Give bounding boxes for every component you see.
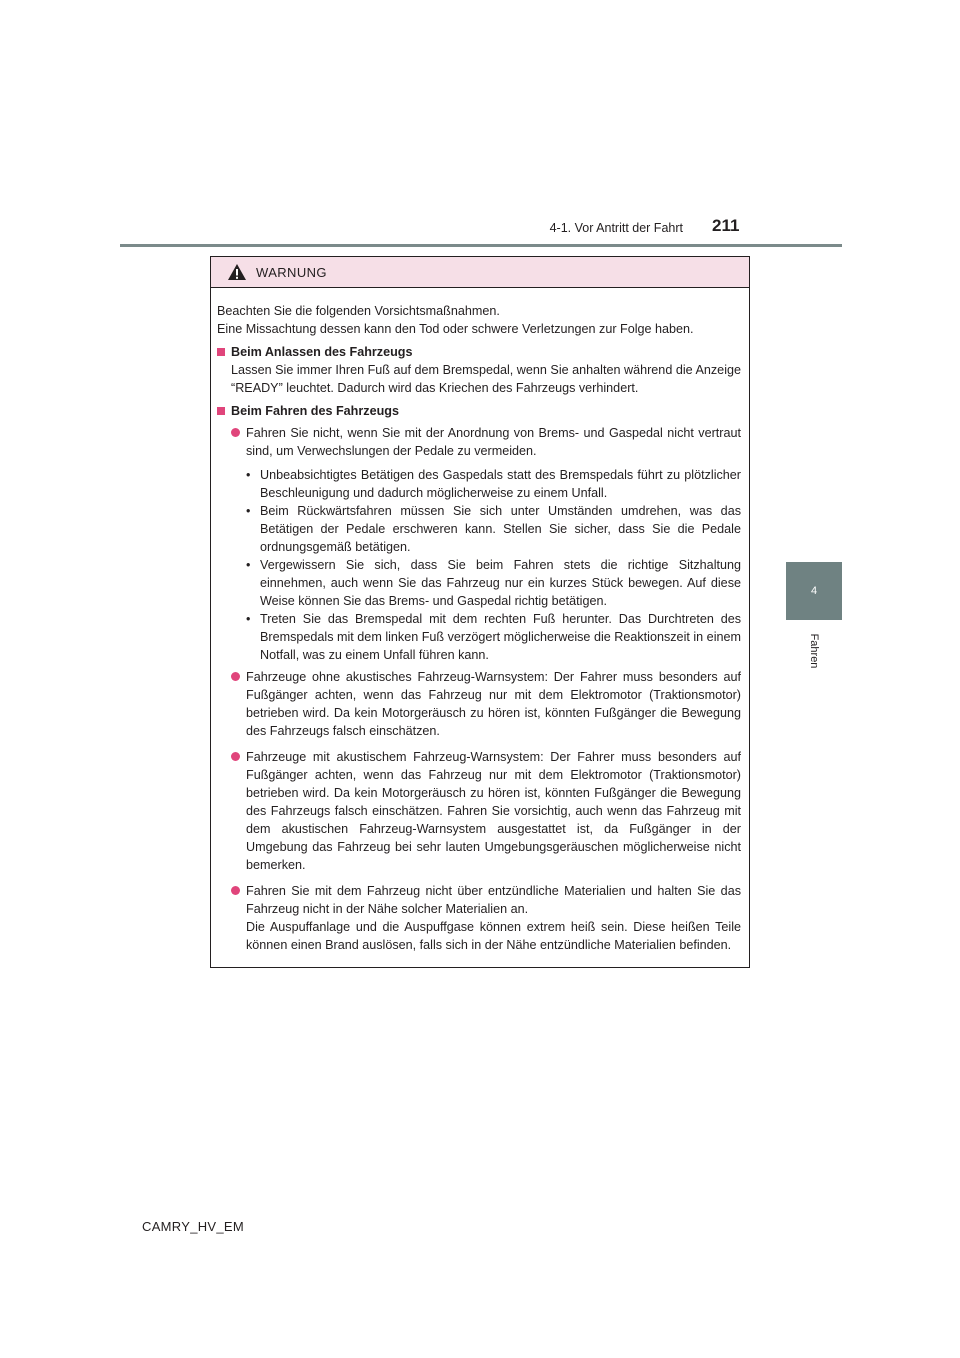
circle-bullet-icon — [231, 428, 240, 437]
running-header: 4-1. Vor Antritt der Fahrt — [549, 221, 683, 235]
header-rule — [120, 244, 842, 247]
warning-body — [211, 288, 749, 954]
sub-list-item: • Treten Sie das Bremspedal mit dem rechten Fuß herunter. Das Durchtreten des Bremspedals mit dem linken Fuß verzögert möglicherweise die Reaktionszeit in einem Notfall, was zu einem Unfall führen kann. — [246, 612, 741, 662]
chapter-number: 4 — [810, 585, 818, 597]
intro-line: Beachten Sie die folgenden Vorsichtsmaßnahmen. — [217, 304, 500, 318]
section-text: Lassen Sie immer Ihren Fuß auf dem Bremspedal, wenn Sie anhalten während die Anzeige “READY” leuchtet. Dadurch wird das Kriechen des Fahrzeugs verhindert. — [231, 363, 741, 395]
intro-line: Eine Missachtung dessen kann den Tod oder schwere Verletzungen zur Folge haben. — [217, 322, 694, 336]
section-heading: Beim Fahren des Fahrzeugs — [217, 402, 741, 420]
chapter-label-text: Fahren — [808, 633, 820, 669]
sub-list-item: • Vergewissern Sie sich, dass Sie beim Fahren stets die richtige Sitzhaltung einnehmen, auch wenn Sie das Fahrzeug nur ein kurzes Stück bewegen. Auf diese Weise können Sie das Brems- und Gaspedal richtig betätigen. — [246, 558, 741, 608]
circle-bullet-icon — [231, 672, 240, 681]
section-heading: Beim Anlassen des Fahrzeugs — [217, 343, 741, 361]
circle-bullet-icon — [231, 886, 240, 895]
square-bullet-icon — [217, 407, 225, 415]
warning-box — [210, 256, 750, 968]
circle-bullet-icon — [231, 752, 240, 761]
document-code: CAMRY_HV_EM — [142, 1219, 245, 1234]
sub-list — [217, 466, 741, 664]
list-item: Fahrzeuge ohne akustisches Fahrzeug-Warnsystem: Der Fahrer muss besonders auf Fußgänger achten, wenn das Fahrzeug nur mit dem Elektromotor (Traktionsmotor) betrieben wird. Da kein Motorgeräusch zu hören ist, könnten Fußgänger die Bewegung des Fahrzeugs falsch einschätzen. — [217, 668, 741, 740]
square-bullet-icon — [217, 348, 225, 356]
chapter-label — [786, 626, 842, 676]
warning-title: WARNUNG — [256, 264, 327, 280]
sub-list-item: • Beim Rückwärtsfahren müssen Sie sich unter Umständen umdrehen, was das Betätigen der Pedale erschweren kann. Stellen Sie sicher, dass Sie die Pedale ordnungsgemäß betätigen. — [246, 504, 741, 554]
list-item: Fahrzeuge mit akustischem Fahrzeug-Warnsystem: Der Fahrer muss besonders auf Fußgänger achten, wenn das Fahrzeug nur mit dem Elektromotor (Traktionsmotor) betrieben wird. Da kein Motorgeräusch zu hören ist, könnten Fußgänger die Bewegung des Fahrzeugs falsch einschätzen. Fahren Sie vorsichtig, auch wenn das Fahrzeug mit dem akustischen Fahrzeug-Warnsystem ausgestattet ist, da Fußgänger in der Umgebung das Fahrzeug bei sehr lauten Umgebungsgeräuschen möglicherweise nicht bemerken. — [217, 748, 741, 874]
list-item: Fahren Sie nicht, wenn Sie mit der Anordnung von Brems- und Gaspedal nicht vertraut sind, um Verwechslungen der Pedale zu vermeiden. — [217, 424, 741, 460]
page-number: 211 — [712, 216, 740, 235]
warning-triangle-icon — [227, 263, 247, 281]
list-item: Fahren Sie mit dem Fahrzeug nicht über entzündliche Materialien und halten Sie das Fahrzeug nicht in der Nähe solcher Materialien an. Die Auspuffanlage und die Auspuffgase können extrem heiß sein. Diese heißen Teile können einen Brand auslösen, falls sich in der Nähe entzündliche Materialien befinden. — [217, 882, 741, 954]
chapter-tab[interactable] — [786, 562, 842, 620]
warning-header — [211, 257, 749, 288]
sub-list-item: • Unbeabsichtigtes Betätigen des Gaspedals statt des Bremspedals führt zu plötzlicher Beschleunigung und dadurch möglicherweise zu einem Unfall. — [246, 468, 741, 500]
